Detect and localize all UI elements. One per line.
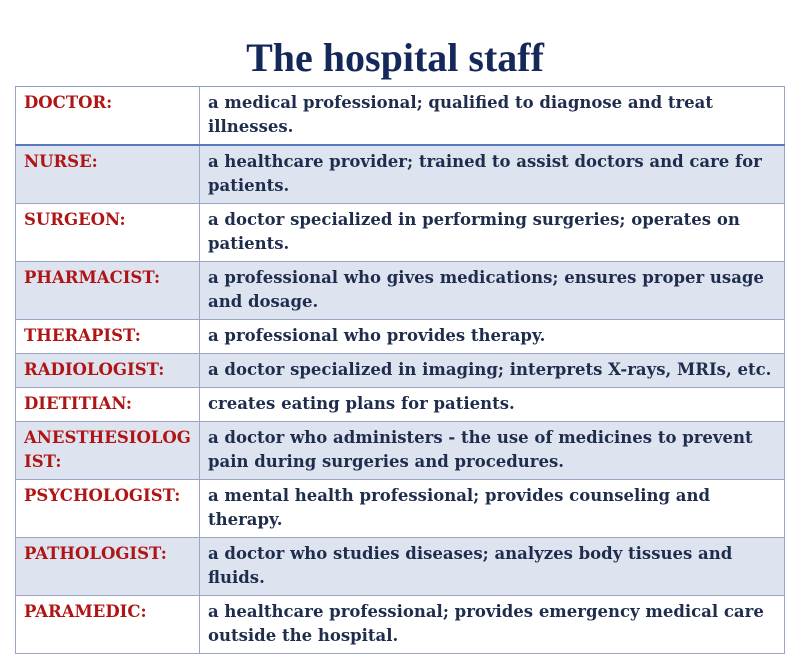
term-cell: THERAPIST: xyxy=(16,320,200,354)
table-row-paramedic xyxy=(16,596,785,654)
table-row-radiologist xyxy=(16,354,785,388)
page-title: The hospital staff xyxy=(246,35,544,80)
table-row-surgeon xyxy=(16,204,785,262)
definition-cell: a doctor specialized in performing surgeries; operates on patients. xyxy=(200,204,785,262)
table-row-dietitian xyxy=(16,388,785,422)
definition-cell: a doctor specialized in imaging; interprets X-rays, MRIs, etc. xyxy=(200,354,785,388)
table-row-therapist xyxy=(16,320,785,354)
term-cell: DIETITIAN: xyxy=(16,388,200,422)
term-cell: PSYCHOLOGIST: xyxy=(16,480,200,538)
table-row-pathologist xyxy=(16,538,785,596)
term-cell: RADIOLOGIST: xyxy=(16,354,200,388)
term-cell: SURGEON: xyxy=(16,204,200,262)
term-cell: PARAMEDIC: xyxy=(16,596,200,654)
term-cell: PHARMACIST: xyxy=(16,262,200,320)
definition-cell: a professional who provides therapy. xyxy=(200,320,785,354)
term-cell: NURSE: xyxy=(16,145,200,204)
table-row-doctor xyxy=(16,87,785,146)
definition-cell: a healthcare professional; provides emergency medical care outside the hospital. xyxy=(200,596,785,654)
definition-cell: a healthcare provider; trained to assist doctors and care for patients. xyxy=(200,145,785,204)
term-cell: DOCTOR: xyxy=(16,87,200,146)
definition-cell: a medical professional; qualified to diagnose and treat illnesses. xyxy=(200,87,785,146)
definition-cell: creates eating plans for patients. xyxy=(200,388,785,422)
definition-cell: a mental health professional; provides counseling and therapy. xyxy=(200,480,785,538)
table-row-pharmacist xyxy=(16,262,785,320)
table-row-nurse xyxy=(16,145,785,204)
term-cell: PATHOLOGIST: xyxy=(16,538,200,596)
definition-cell: a doctor who studies diseases; analyzes body tissues and fluids. xyxy=(200,538,785,596)
definition-cell: a professional who gives medications; ensures proper usage and dosage. xyxy=(200,262,785,320)
term-cell: ANESTHESIOLOGIST: xyxy=(16,422,200,480)
table-row-anesthesiologist xyxy=(16,422,785,480)
staff-table xyxy=(15,86,785,654)
table-row-psychologist xyxy=(16,480,785,538)
definition-cell: a doctor who administers - the use of medicines to prevent pain during surgeries and procedures. xyxy=(200,422,785,480)
